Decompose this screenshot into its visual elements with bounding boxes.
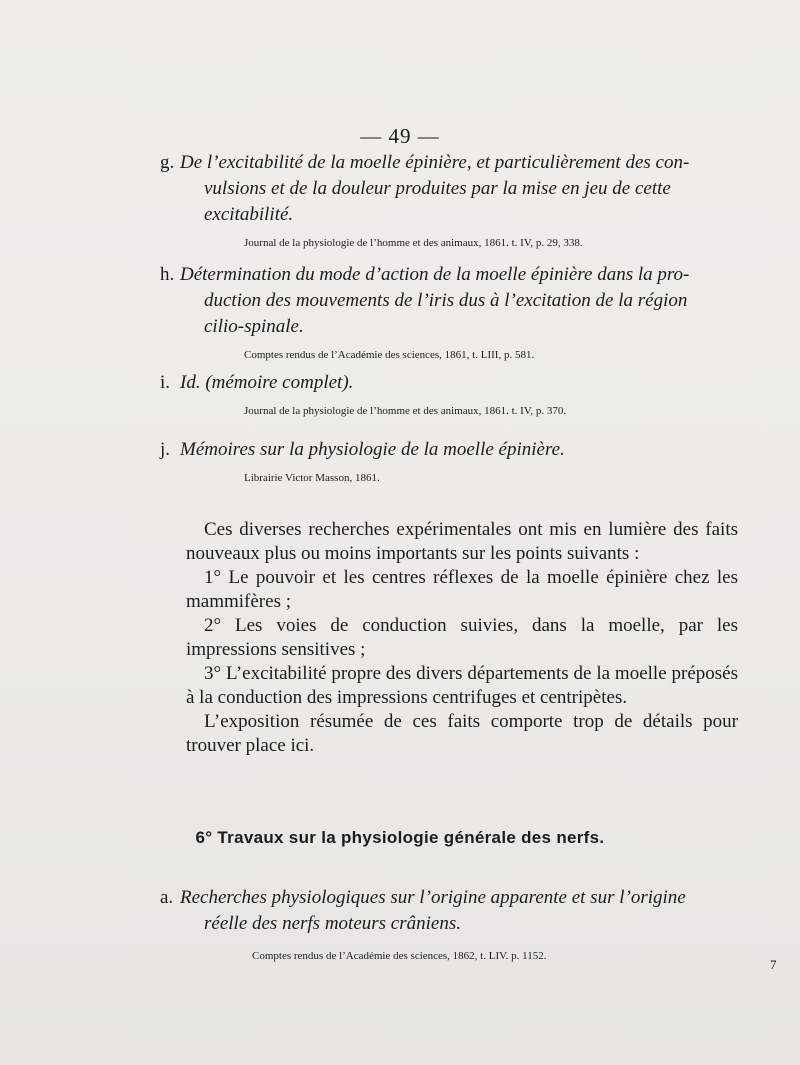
entry-reference: Comptes rendus de l’Académie des sciences, 1862, t. LIV. p. 1152. (252, 950, 547, 962)
section-heading: 6° Travaux sur la physiologie générale des nerfs. (195, 828, 605, 847)
body-paragraph: 3° L’excitabilité propre des divers départements de la moelle préposés à la conduction des impressions centrifuges et centripètes. (186, 663, 738, 708)
page-number: — 49 — (360, 124, 440, 148)
entry-title-line: Détermination du mode d’action de la moelle épinière dans la pro- (180, 264, 690, 285)
entry-letter: h. (160, 264, 175, 285)
corner-number: 7 (770, 957, 777, 972)
bibliography-entry-h (160, 262, 740, 362)
entry-title-line: Mémoires sur la physiologie de la moelle épinière. (180, 439, 565, 460)
bibliography-entry-j (160, 437, 740, 485)
bibliography-entry-a (160, 885, 740, 963)
entry-reference: Comptes rendus de l’Académie des sciences, 1861, t. LIII, p. 581. (244, 349, 535, 361)
entry-title-line: cilio-spinale. (204, 316, 304, 337)
entry-title-line: De l’excitabilité de la moelle épinière, et particulièrement des con- (180, 152, 690, 173)
entry-reference: Journal de la physiologie de l’homme et des animaux, 1861. t. IV, p. 29, 338. (244, 237, 583, 249)
entry-title-line: Recherches physiologiques sur l’origine apparente et sur l’origine (180, 887, 686, 908)
entry-reference: Librairie Victor Masson, 1861. (244, 472, 380, 484)
body-paragraph: Ces diverses recherches expérimentales ont mis en lumière des faits nouveaux plus ou moins importants sur les points suivants : (186, 519, 738, 564)
body-paragraph: 1° Le pouvoir et les centres réflexes de la moelle épinière chez les mammifères ; (186, 567, 738, 612)
entry-letter: g. (160, 152, 175, 173)
bibliography-entry-g (160, 150, 740, 250)
body-text (186, 518, 738, 758)
entry-title-line: vulsions et de la douleur produites par la mise en jeu de cette (204, 178, 671, 199)
entry-title-line: réelle des nerfs moteurs crâniens. (204, 913, 461, 934)
entry-title-line: duction des mouvements de l’iris dus à l’excitation de la région (204, 290, 688, 311)
bibliography-entry-i (160, 370, 740, 418)
entry-letter: i. (160, 372, 171, 393)
body-paragraph: L’exposition résumée de ces faits comporte trop de détails pour trouver place ici. (186, 711, 738, 756)
entry-title-line: Id. (mémoire complet). (180, 372, 354, 393)
entry-title-line: excitabilité. (204, 204, 294, 225)
body-paragraph: 2° Les voies de conduction suivies, dans la moelle, par les impressions sensitives ; (186, 615, 738, 660)
entry-letter: j. (160, 439, 171, 460)
entry-reference: Journal de la physiologie de l’homme et des animaux, 1861. t. IV, p. 370. (244, 405, 567, 417)
entry-letter: a. (160, 887, 174, 908)
